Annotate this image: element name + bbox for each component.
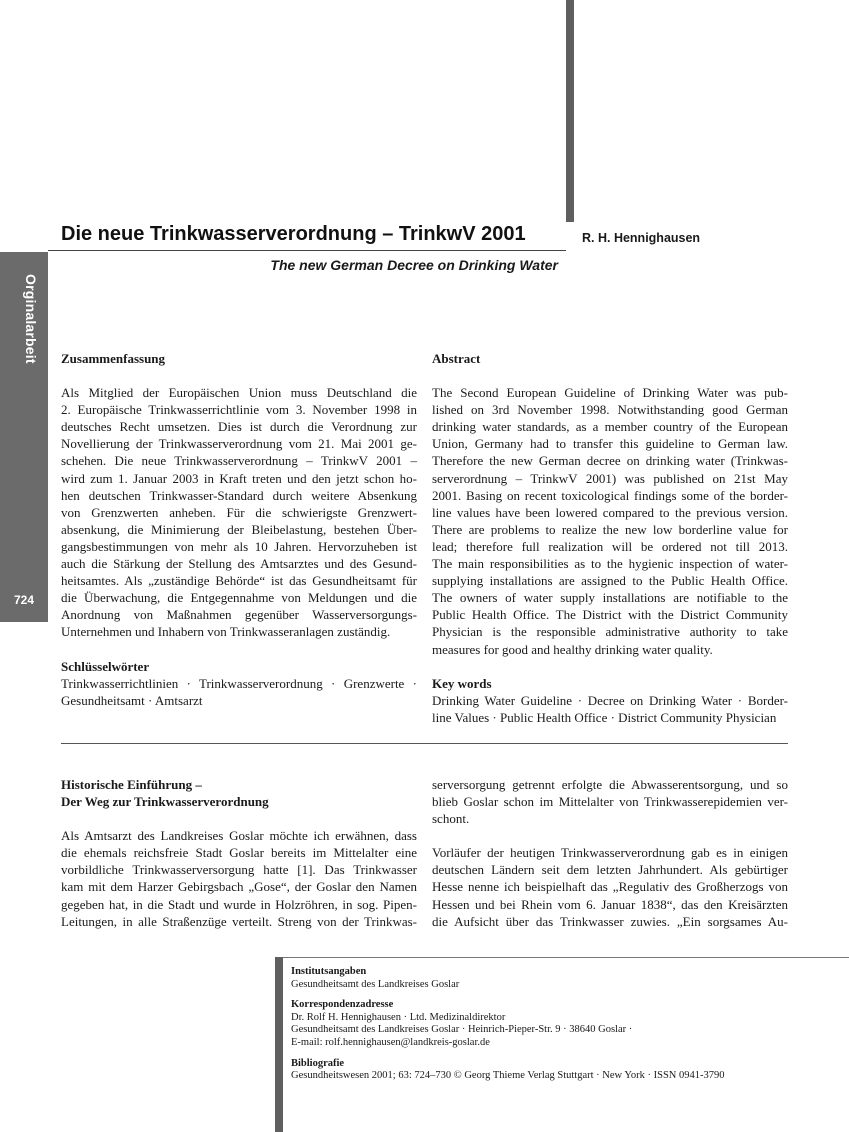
text-line: kam mit dem Harzer Gebirgsbach „Gose“, der Goslar den Namen (61, 879, 417, 895)
article-type-label: Orginalarbeit (23, 274, 39, 364)
text-line: Drinking Water Guideline · Decree on Drinking Water · Border- (432, 692, 788, 708)
text-line: E-mail: rolf.hennighausen@landkreis-goslar.de (291, 1036, 490, 1048)
text-line: Hesse nenne ich beispielhaft das „Regulativ des Großherzogs von (432, 879, 788, 895)
keywords-de-heading: Schlüsselwörter (61, 658, 150, 674)
text-line: supplying installations are assigned to the Public Health Office. (432, 573, 788, 589)
text-line: gegeben hat, in die Stadt und wurde in Holzröhren, in sog. Pipen- (61, 896, 417, 912)
text-line: Anordnung von Maßnahmen gegenüber Wasserversorgungs- (61, 607, 417, 623)
text-line: serverordnung – TrinkwV 2001) was published on 21st May (432, 470, 788, 486)
info-vertical-bar (275, 957, 283, 1132)
author: R. H. Hennighausen (582, 231, 701, 245)
text-line: Novellierung der Trinkwasserverordnung vom 21. Mai 2001 ge- (61, 436, 417, 452)
text-line: absenkung, die Minimierung der Bleibelastung, bestehen Über- (61, 521, 417, 537)
text-line: deutsches Recht umsetzen. Dies ist durch die Verordnung zur (61, 419, 417, 435)
text-line: von Grenzwerten anheben. Für die schwierigste Grenzwert- (61, 504, 417, 520)
text-line: vorbildliche Trinkwasserversorgung hatte [1]. Das Trinkwasser (61, 862, 417, 878)
text-line: Public Health Office. The District with the District Community (432, 607, 788, 623)
keywords-de (61, 675, 417, 709)
text-line: Der Weg zur Trinkwasserverordnung (61, 794, 269, 810)
text-line: Gesundheitsamt · Amtsarzt (61, 692, 203, 708)
institute: Gesundheitsamt des Landkreises Goslar (291, 978, 460, 990)
abstract-en (432, 350, 788, 726)
abstract-de-heading: Zusammenfassung (61, 351, 166, 366)
body-right-text-1 (432, 776, 788, 827)
text-line: Unternehmen und Inhabern von Trinkwasseranlagen zuständig. (61, 624, 391, 640)
text-line: line Values · Public Health Office · District Community Physician (432, 709, 777, 725)
text-line: blieb Goslar schon im Mittelalter von Trinkwasserepidemien ver- (432, 794, 788, 810)
text-line: Vorläufer der heutigen Trinkwasserverordnung gab es in einigen (432, 845, 788, 861)
text-line: schehen. Die neue Trinkwasserverordnung – TrinkwV 2001 – (61, 453, 417, 469)
article-info-box (291, 966, 841, 1083)
abstract-de-text (61, 384, 417, 640)
correspondence-heading: Korrespondenzadresse (291, 999, 394, 1011)
title-rule (48, 250, 566, 251)
text-line: heitsamtes. Als „zuständige Behörde“ ist das Gesundheitsamt für (61, 573, 417, 589)
top-vertical-bar (566, 0, 574, 222)
english-subtitle: The new German Decree on Drinking Water (270, 257, 558, 273)
bibliography-heading: Bibliografie (291, 1057, 345, 1069)
text-line: line values have been lowered compared to the previous version. (432, 504, 788, 520)
text-line: schont. (432, 811, 470, 827)
text-line: wird zum 1. Januar 2003 in Kraft treten und den jetzt schon ho- (61, 470, 417, 486)
text-line: die Aufsicht über das Trinkwasser zuwies. „Ein sorgsames Au- (432, 913, 788, 929)
text-line: measures for good and healthy drinking water quality. (432, 641, 713, 657)
text-line: Gesundheitsamt des Landkreises Goslar · Heinrich-Pieper-Str. 9 · 38640 Goslar · (291, 1024, 633, 1036)
text-line: Dr. Rolf H. Hennighausen · Ltd. Medizinaldirektor (291, 1011, 506, 1023)
keywords-en (432, 692, 788, 726)
text-line: lead; therefore full realization will be ordered not till 2013. (432, 538, 788, 554)
institute-heading: Institutsangaben (291, 966, 367, 977)
text-line: Leitungen, in alle Straßenzüge verteilt. Streng von der Trinkwas- (61, 913, 417, 929)
text-line: Hessen und bei Rhein vom 6. Januar 1838“, das den Kreisärzten (432, 896, 788, 912)
text-line: Als Mitglied der Europäischen Union muss Deutschland die (61, 385, 417, 401)
text-line: 2001. Basing on recent toxicological findings some of the border- (432, 487, 788, 503)
text-line: Union, Germany had to transfer this guideline to German law. (432, 436, 788, 452)
abstract-de (61, 350, 417, 709)
text-line: deutschen Ländern seit dem letzten Jahrhundert. Als gebürtiger (432, 862, 788, 878)
abstract-en-text (432, 384, 788, 658)
section-divider (61, 743, 788, 744)
section-heading (61, 776, 417, 810)
text-line: Physician is the responsible administrative authority to take (432, 624, 788, 640)
body-right-text-2 (432, 844, 788, 929)
text-line: serversorgung getrennt erfolgte die Abwasserentsorgung, und so (432, 777, 788, 792)
correspondence-address (291, 1012, 841, 1050)
text-line: drinking water standards, as a member country of the European (432, 419, 788, 435)
text-line: There are problems to realize the new low borderline value for (432, 521, 788, 537)
keywords-en-heading: Key words (432, 675, 492, 691)
text-line: 2. Europäische Trinkwasserrichtlinie vom 3. November 1998 in (61, 402, 417, 418)
text-line: die Überwachung, die Entgegennahme von Meldungen und die (61, 590, 417, 606)
text-line: Therefore the new German decree on drinking water (Trinkwas- (432, 453, 788, 469)
body-left-column (61, 776, 417, 930)
text-line: die ehemals reichsfreie Stadt Goslar bereits im Mittelalter eine (61, 845, 417, 861)
body-left-text (61, 827, 417, 930)
text-line: The Second European Guideline of Drinking Water was pub- (432, 385, 788, 401)
text-line: Trinkwasserrichtlinien · Trinkwasserverordnung · Grenzwerte · (61, 675, 417, 691)
text-line: The owners of water supply installations are notifiable to the (432, 590, 788, 606)
bibliography: Gesundheitswesen 2001; 63: 724–730 © Georg Thieme Verlag Stuttgart · New York · ISSN 0941-3790 (291, 1070, 725, 1082)
text-line: The main responsibilities as to the hygienic inspection of water- (432, 556, 788, 572)
article-title: Die neue Trinkwasserverordnung – TrinkwV 2001 (61, 223, 526, 245)
text-line: Als Amtsarzt des Landkreises Goslar möchte ich erwähnen, dass (61, 828, 417, 844)
body-right-column (432, 776, 788, 930)
page-number: 724 (13, 593, 35, 607)
text-line: gangsbestimmungen von mehr als 10 Jahren. Hervorzuheben ist (61, 538, 417, 554)
info-rule (283, 957, 849, 958)
text-line: hen deutschen Trinkwasser-Standard durch weitere Absenkung (61, 487, 417, 503)
text-line: Historische Einführung – (61, 777, 202, 792)
text-line: lished on 3rd November 1998. Notwithstanding good German (432, 402, 788, 418)
text-line: auch die Stärkung der Stellung des Amtsarztes und des Gesund- (61, 556, 417, 572)
abstract-en-heading: Abstract (432, 351, 481, 366)
